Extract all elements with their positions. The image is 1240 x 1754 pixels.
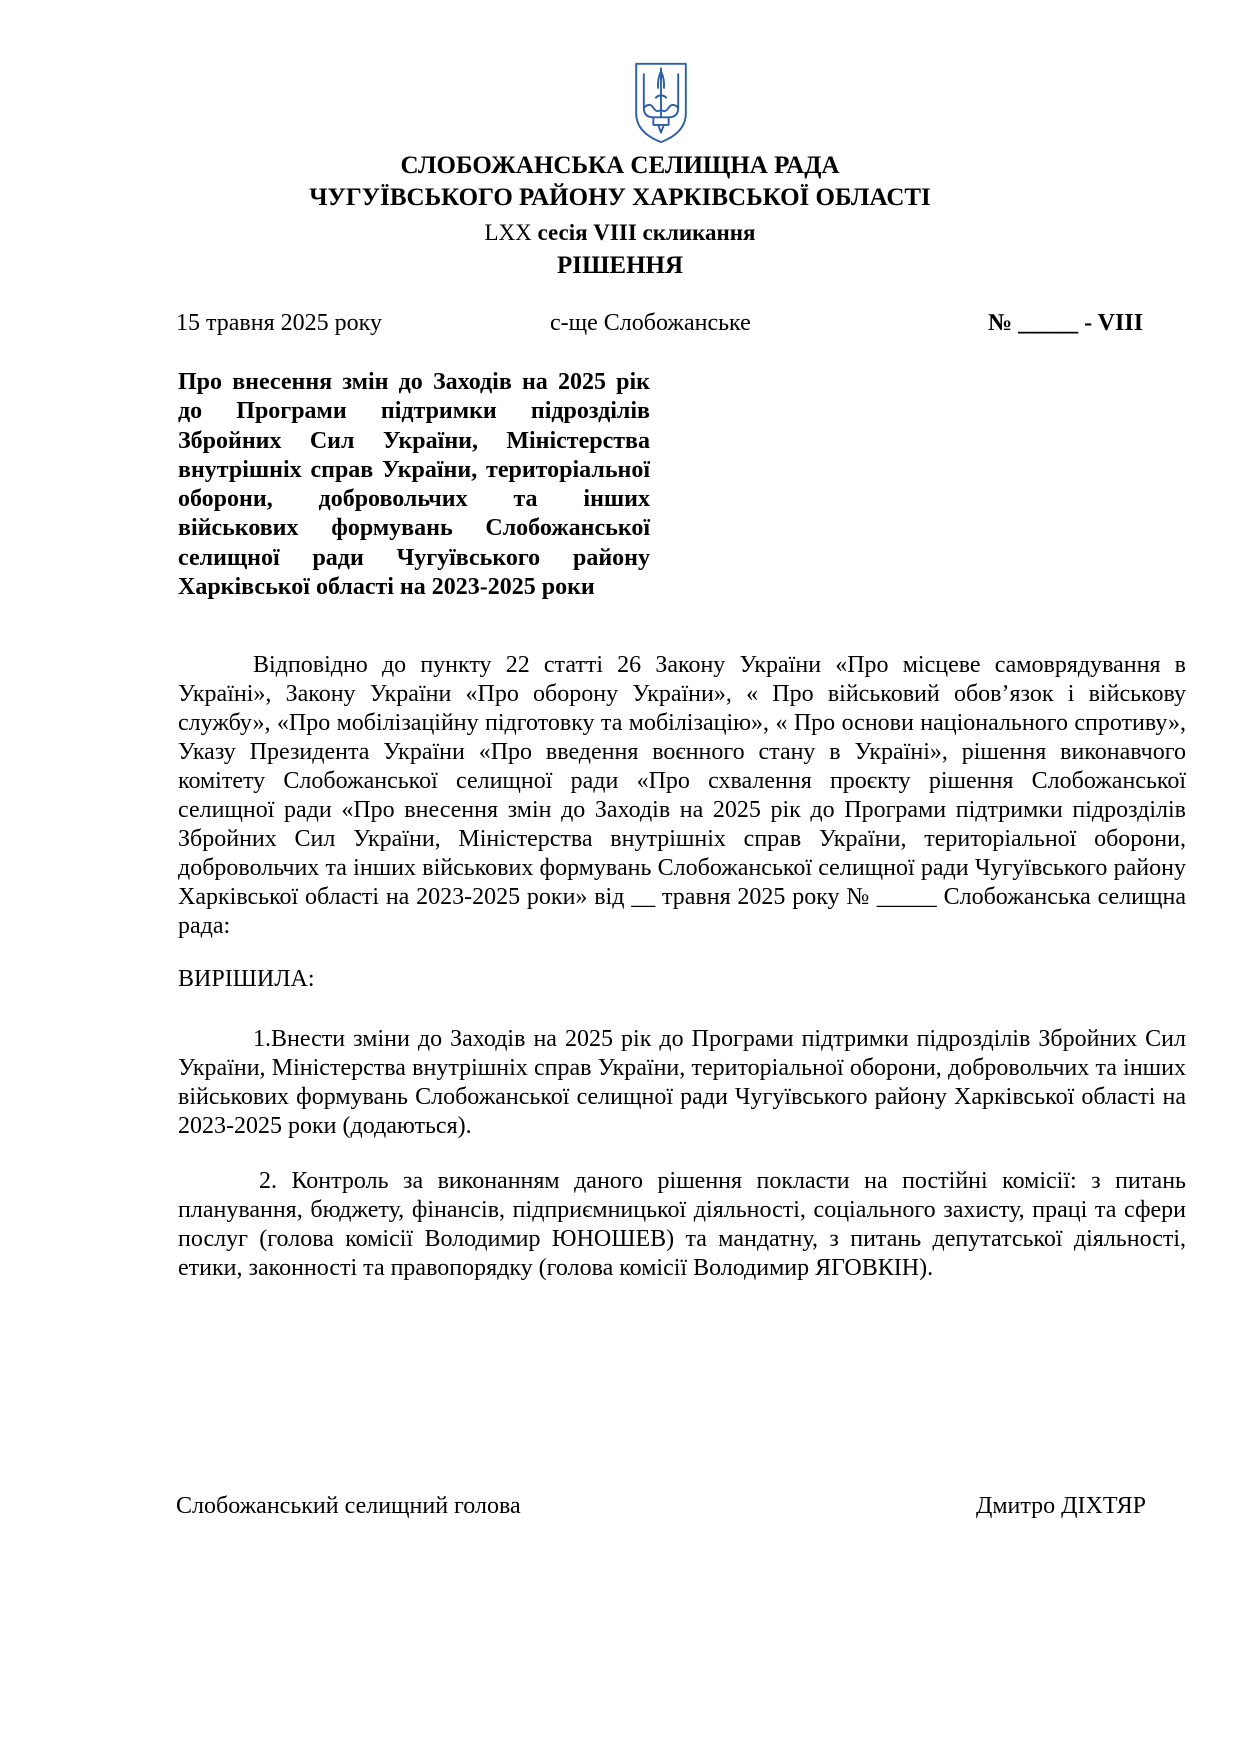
document-type-title: РІШЕННЯ bbox=[556, 252, 684, 279]
decision-item-1: 1.Внести зміни до Заходів на 2025 рік до Програми підтримки підрозділів Збройних Сил України, Міністерства внутрішніх справ України, територіальної оборони, добровольчих та інших військових формувань Слобожанської селищної ради Чугуївського району Харківської області на 2023-2025 роки (додаються). bbox=[178, 1026, 1186, 1139]
decision-title: Про внесення змін до Заходів на 2025 рік до Програми підтримки підрозділів Збройних Сил України, Міністерства внутрішніх справ України, територіальної оборони, добровольчих та інших військових формувань Слобожанської селищної ради Чугуївського району Харківської області на 2023-2025 роки bbox=[178, 369, 650, 601]
signatory-name: Дмитро ДІХТЯР bbox=[976, 1493, 1146, 1519]
decision-number: № _____ - VIII bbox=[988, 310, 1144, 336]
signatory-title: Слобожанський селищний голова bbox=[176, 1493, 521, 1519]
preamble-paragraph: Відповідно до пункту 22 статті 26 Закону України «Про місцеве самоврядування в Україні», Закону України «Про оборону України», « Про військовий обов’язок і військову службу», «Про мобілізаційну підготовку та мобілізацію», « Про основи національного спротиву», Указу Президента України «Про введення воєнного стану в Україні», рішення виконавчого комітету Слобожанської селищної ради «Про схвалення проєкту рішення Слобожанської селищної ради «Про внесення змін до Заходів на 2025 рік до Програми підтримки підрозділів Збройних Сил України, Міністерства внутрішніх справ України, територіальної оборони, добровольчих та інших військових формувань Слобожанської селищної ради Чугуївського району Харківської області на 2023-2025 роки» від __ травня 2025 року № _____ Слобожанська селищна рада: bbox=[178, 652, 1186, 939]
coat-of-arms-icon bbox=[632, 60, 690, 144]
session-number: LXX bbox=[484, 220, 532, 245]
district-region-name: ЧУГУЇВСЬКОГО РАЙОНУ ХАРКІВСЬКОЇ ОБЛАСТІ bbox=[309, 184, 931, 211]
session-convocation: сесія VIII скликання bbox=[537, 220, 756, 245]
decided-heading: ВИРІШИЛА: bbox=[178, 966, 315, 992]
decision-place: с-ще Слобожанське bbox=[550, 310, 751, 336]
council-name: СЛОБОЖАНСЬКА СЕЛИЩНА РАДА bbox=[400, 152, 840, 179]
session-line bbox=[0, 220, 1240, 246]
decision-date: 15 травня 2025 року bbox=[176, 310, 382, 336]
decision-item-2: 2. Контроль за виконанням даного рішення покласти на постійні комісії: з питань планування, бюджету, фінансів, підприємницької діяльності, соціального захисту, праці та сфери послуг (голова комісії Володимир ЮНОШЕВ) та мандатну, з питань депутатської діяльності, етики, законності та правопорядку (голова комісії Володимир ЯГОВКІН). bbox=[178, 1168, 1186, 1281]
